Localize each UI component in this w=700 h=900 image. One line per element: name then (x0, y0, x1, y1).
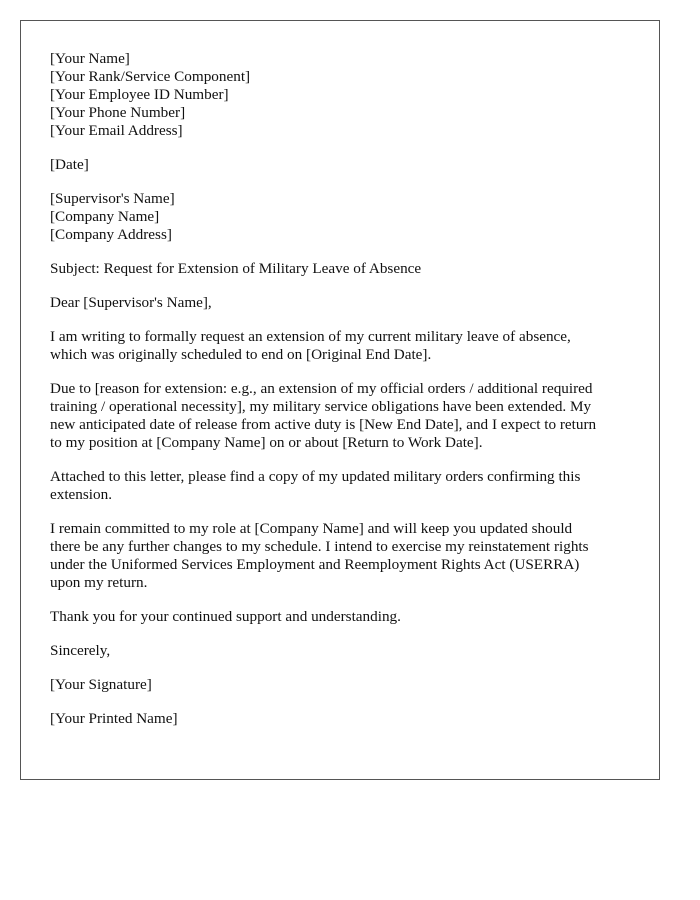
paragraph-line: to my position at [Company Name] on or about [Return to Work Date]. (50, 434, 483, 451)
letter-content (50, 50, 640, 744)
paragraph-line: training / operational necessity], my military service obligations have been extended. My (50, 398, 592, 415)
letter-salutation: Dear [Supervisor's Name], (50, 294, 212, 311)
printed-name-block (50, 710, 640, 728)
recipient-block (50, 190, 640, 244)
letter-closing: Sincerely, (50, 642, 111, 659)
recipient-company: [Company Name] (50, 208, 160, 225)
letter-page (20, 20, 660, 780)
paragraph-line: new anticipated date of release from active duty is [New End Date], and I expect to return (50, 416, 597, 433)
closing-block (50, 642, 640, 660)
letter-date: [Date] (50, 156, 89, 173)
paragraph-line: extension. (50, 486, 113, 503)
sender-employee-id: [Your Employee ID Number] (50, 86, 229, 103)
recipient-address: [Company Address] (50, 226, 172, 243)
date-block (50, 156, 640, 174)
letter-signature: [Your Signature] (50, 676, 152, 693)
paragraph-line: under the Uniformed Services Employment and Reemployment Rights Act (USERRA) (50, 556, 580, 573)
paragraph-line: Thank you for your continued support and understanding. (50, 608, 401, 625)
paragraph-line: I am writing to formally request an extension of my current military leave of absence, (50, 328, 571, 345)
letter-printed-name: [Your Printed Name] (50, 710, 178, 727)
paragraph-line: Due to [reason for extension: e.g., an extension of my official orders / additional required (50, 380, 593, 397)
sender-name: [Your Name] (50, 50, 130, 67)
paragraph-line: which was originally scheduled to end on [Original End Date]. (50, 346, 432, 363)
salutation-block (50, 294, 640, 312)
signature-block (50, 676, 640, 694)
paragraph-1 (50, 328, 640, 364)
letter-subject: Subject: Request for Extension of Military Leave of Absence (50, 260, 422, 277)
paragraph-5 (50, 608, 640, 626)
paragraph-4 (50, 520, 640, 592)
sender-phone: [Your Phone Number] (50, 104, 186, 121)
recipient-name: [Supervisor's Name] (50, 190, 175, 207)
paragraph-3 (50, 468, 640, 504)
sender-rank: [Your Rank/Service Component] (50, 68, 251, 85)
paragraph-line: upon my return. (50, 574, 148, 591)
paragraph-2 (50, 380, 640, 452)
sender-block (50, 50, 640, 140)
paragraph-line: there be any further changes to my schedule. I intend to exercise my reinstatement rights (50, 538, 589, 555)
sender-email: [Your Email Address] (50, 122, 183, 139)
subject-block (50, 260, 640, 278)
paragraph-line: I remain committed to my role at [Company Name] and will keep you updated should (50, 520, 573, 537)
paragraph-line: Attached to this letter, please find a copy of my updated military orders confirming this (50, 468, 581, 485)
